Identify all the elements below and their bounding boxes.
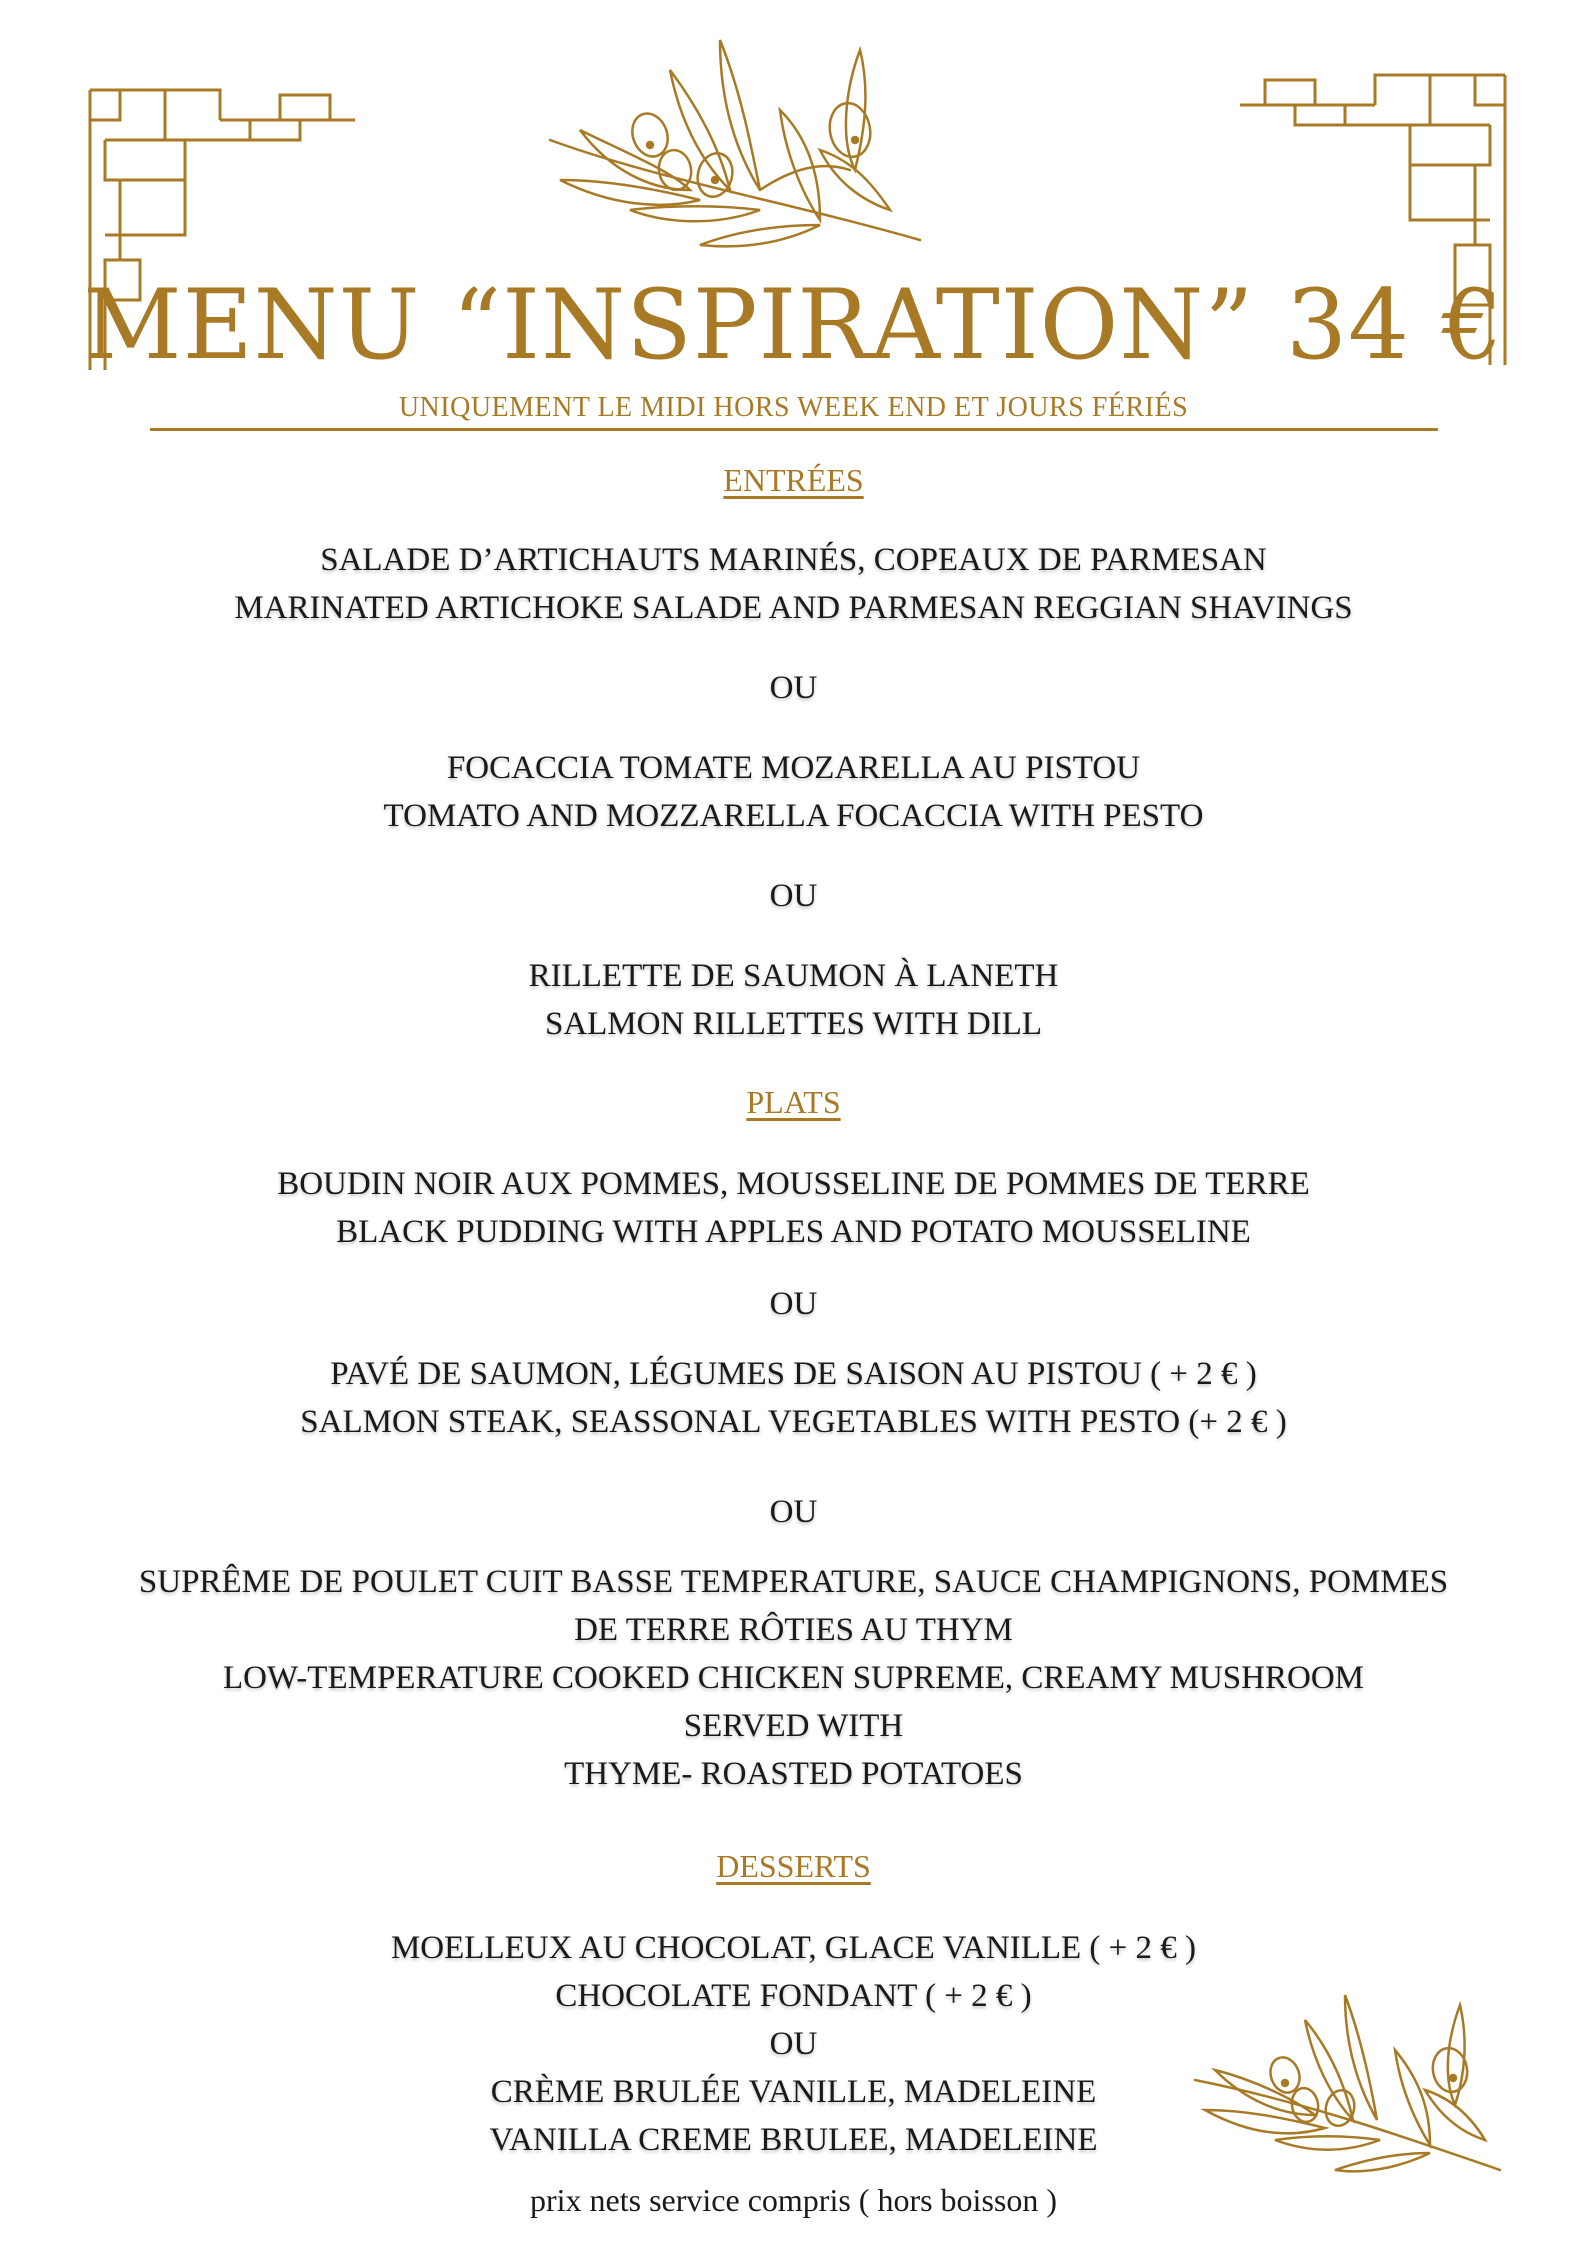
- header-divider: [150, 428, 1438, 431]
- plat-3-en-line2: SERVED WITH: [683, 1708, 904, 1744]
- entree-2-en: TOMATO AND MOZZARELLA FOCACCIA WITH PESTO: [383, 798, 1204, 834]
- plat-3-en-line1: LOW-TEMPERATURE COOKED CHICKEN SUPREME, CREAMY MUSHROOM: [222, 1660, 1364, 1696]
- plat-3-en-line3: THYME- ROASTED POTATOES: [564, 1756, 1023, 1792]
- dessert-separator: OU: [769, 2026, 818, 2062]
- entree-3-fr: RILLETTE DE SAUMON À LANETH: [528, 958, 1059, 994]
- price-note: prix nets service compris ( hors boisson ): [529, 2182, 1057, 2218]
- dessert-2-fr: CRÈME BRULÉE VANILLE, MADELEINE: [490, 2074, 1097, 2110]
- plat-3-fr-line2: DE TERRE RÔTIES AU THYM: [574, 1612, 1013, 1648]
- menu-title: MENU “INSPIRATION” 34 €: [83, 269, 1504, 381]
- entree-1-fr: SALADE D’ARTICHAUTS MARINÉS, COPEAUX DE PARMESAN: [320, 542, 1267, 578]
- plat-separator-1: OU: [769, 1286, 818, 1322]
- section-title-plats: PLATS: [746, 1084, 841, 1120]
- menu-subtitle: UNIQUEMENT LE MIDI HORS WEEK END ET JOURS FÉRIÉS: [398, 392, 1189, 423]
- section-title-desserts: DESSERTS: [716, 1848, 871, 1884]
- entree-3-en: SALMON RILLETTES WITH DILL: [544, 1006, 1043, 1042]
- plat-1-en: BLACK PUDDING WITH APPLES AND POTATO MOUSSELINE: [336, 1214, 1251, 1250]
- plat-3-fr-line1: SUPRÊME DE POULET CUIT BASSE TEMPERATURE, SAUCE CHAMPIGNONS, POMMES: [138, 1564, 1449, 1600]
- dessert-1-en: CHOCOLATE FONDANT ( + 2 € ): [555, 1978, 1032, 2014]
- plat-2-fr: PAVÉ DE SAUMON, LÉGUMES DE SAISON AU PISTOU ( + 2 € ): [330, 1356, 1257, 1392]
- entree-separator-2: OU: [769, 878, 818, 914]
- section-title-entrees: ENTRÉES: [723, 462, 864, 498]
- entree-1-en: MARINATED ARTICHOKE SALADE AND PARMESAN REGGIAN SHAVINGS: [234, 590, 1353, 626]
- dessert-2-en: VANILLA CREME BRULEE, MADELEINE: [489, 2122, 1098, 2158]
- dessert-1-fr: MOELLEUX AU CHOCOLAT, GLACE VANILLE ( + 2 € ): [390, 1930, 1197, 1966]
- entree-separator-1: OU: [769, 670, 818, 706]
- entree-2-fr: FOCACCIA TOMATE MOZARELLA AU PISTOU: [446, 750, 1141, 786]
- plat-1-fr: BOUDIN NOIR AUX POMMES, MOUSSELINE DE POMMES DE TERRE: [277, 1166, 1310, 1202]
- olive-branch-top-icon: [520, 30, 930, 280]
- plat-separator-2: OU: [769, 1494, 818, 1530]
- plat-2-en: SALMON STEAK, SEASSONAL VEGETABLES WITH PESTO (+ 2 € ): [300, 1404, 1287, 1440]
